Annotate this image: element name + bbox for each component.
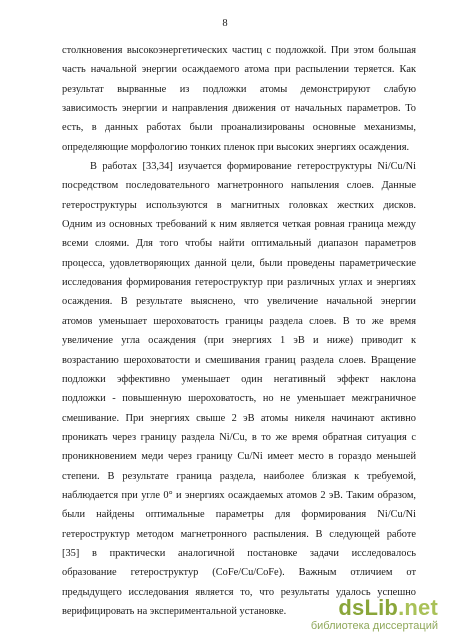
watermark-logo-lib: Lib [364, 595, 399, 620]
text-line: посредством последовательного магнетронного напыления слоев. Данные [62, 180, 416, 192]
text-line: гетероструктуры используются в магнитных головках жестких дисков. [62, 199, 416, 211]
page-number: 8 [222, 18, 228, 29]
text-line: подложки - повышенную шероховатость, но не уменьшает межграничное [62, 393, 416, 405]
text-line: проникновением меди через границу Cu/Ni имеет место в гораздо меньшей [62, 451, 416, 463]
text-line: столкновения высокоэнергетических частиц с подложкой. При этом большая [62, 45, 416, 56]
text-line: Одним из основных требований к ним является четкая ровная граница между [62, 219, 416, 231]
text-line: степени. В результате граница раздела, наиболее близкая к требуемой, [62, 470, 416, 482]
text-line: есть, в данных работах были проанализированы основные механизмы, [62, 122, 416, 134]
text-line: предыдущего исследования является то, что результаты удалось успешно [62, 586, 416, 598]
text-line: зависимость энергии и направления движения от начальных параметров. То [62, 103, 416, 115]
dslib-watermark[interactable] [311, 596, 438, 633]
watermark-caption: библиотека диссертаций [310, 620, 438, 632]
text-line: результат вырванные из подложки атомы демонстрируют слабую [62, 83, 416, 95]
text-line: [35] в практически аналогичной постановке задачи исследовалось [62, 547, 416, 559]
text-line: часть начальной энергии осаждаемого атома при распылении теряется. Как [62, 64, 416, 76]
watermark-logo [311, 596, 438, 620]
text-line: наблюдается при угле 0° и энергиях осаждаемых атомов 2 эВ. Таким образом, [62, 489, 416, 501]
watermark-logo-net: .net [398, 595, 438, 620]
text-line: были найдены оптимальные параметры для формирования Ni/Cu/Ni [62, 509, 416, 521]
document-body [62, 41, 416, 621]
text-line: всеми слоями. Для того чтобы найти оптимальный диапазон параметров [62, 238, 416, 250]
text-line: верифицировать на экспериментальной установке. [62, 605, 287, 617]
text-line: образование гетероструктур (CoFe/Cu/CoFe). Важным отличием от [62, 567, 416, 579]
watermark-logo-ds: ds [338, 595, 365, 620]
text-line: увеличение угла осаждения (при энергиях 1 эВ и ниже) приводит к [62, 335, 416, 347]
text-line: осаждения. В результате выяснено, что увеличение начальной энергии [62, 296, 416, 308]
text-line: определяющие морфологию тонких пленок при высоких энергиях осаждения. [62, 141, 410, 153]
text-line: проникать через границу раздела Ni/Cu, в то же время обратная ситуация с [62, 431, 416, 443]
text-line: подложки эффективно уменьшает один негативный эффект наклона [62, 373, 416, 385]
text-line: смешивание. При энергиях свыше 2 эВ атомы никеля начинают активно [62, 412, 416, 424]
text-line: атомов уменьшает шероховатость границы раздела слоев. В то же время [62, 315, 416, 327]
text-line: исследования формирования гетероструктур при различных углах и энергиях [62, 277, 416, 289]
text-line: В работах [33,34] изучается формирование гетероструктуры Ni/Cu/Ni [90, 161, 416, 173]
text-line: процесса, удовлетворяющих данной цели, были проведены параметрические [62, 257, 416, 269]
text-line: возрастанию шероховатости и смешивания границ раздела слоев. Вращение [62, 354, 416, 366]
text-line: гетероструктур методом магнетронного распыления. В следующей работе [62, 528, 416, 540]
